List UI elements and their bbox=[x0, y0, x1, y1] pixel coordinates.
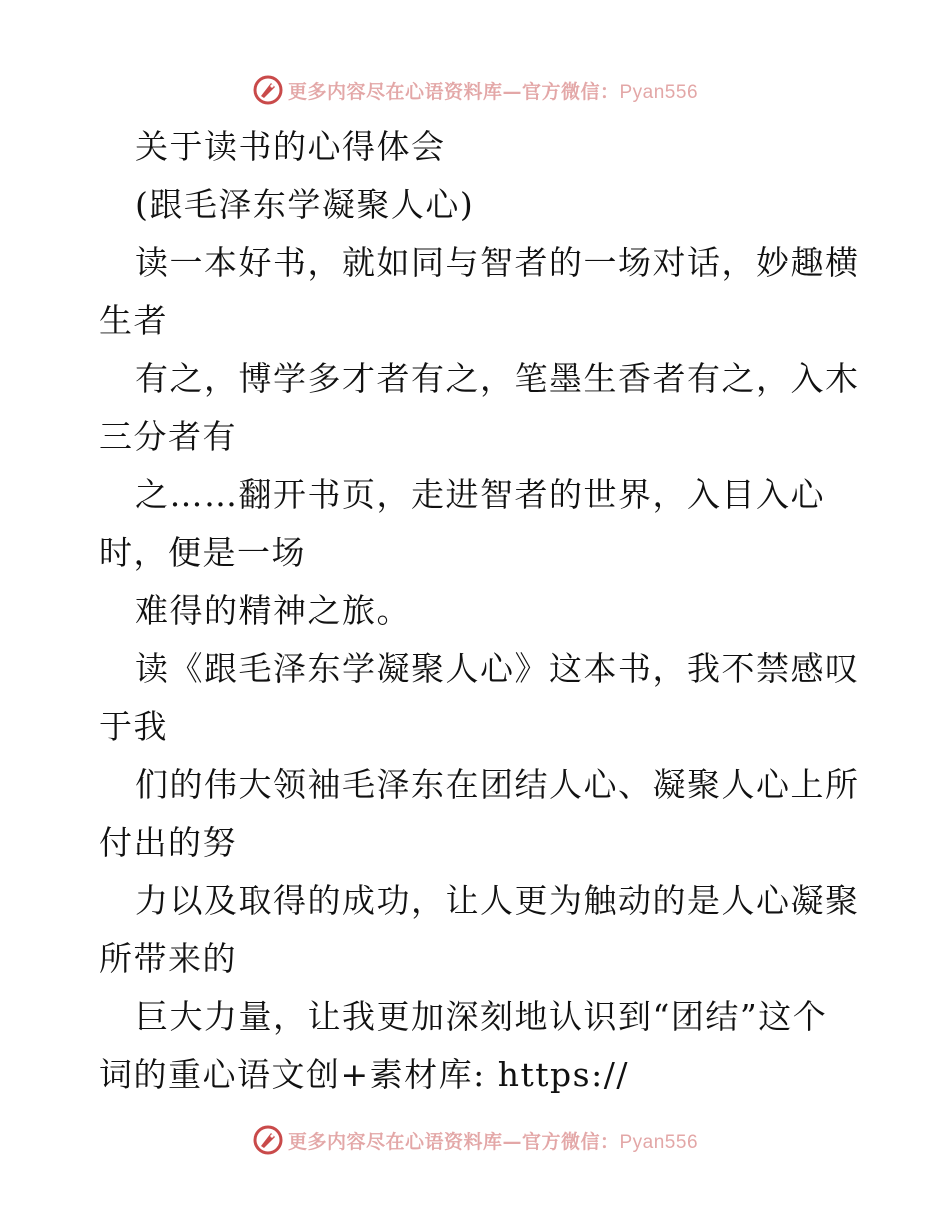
header-banner-text bbox=[288, 77, 698, 104]
document-body bbox=[99, 118, 859, 1104]
paragraph-line: 读一本好书，就如同与智者的一场对话，妙趣横 bbox=[135, 243, 860, 282]
paragraph-line: 付出的努 bbox=[99, 823, 237, 862]
paragraph-line: 难得的精神之旅。 bbox=[135, 591, 411, 630]
paragraph-line: 三分者有 bbox=[99, 417, 237, 456]
paragraph-line: 们的伟大领袖毛泽东在团结人心、凝聚人心上所 bbox=[135, 765, 860, 804]
pen-nib-logo-icon bbox=[252, 74, 284, 106]
paragraph-line: 力以及取得的成功，让人更为触动的是人心凝聚 bbox=[135, 881, 860, 920]
footer-banner-text bbox=[288, 1127, 698, 1154]
document-title: 关于读书的心得体会 bbox=[135, 127, 446, 166]
paragraph-line: 于我 bbox=[99, 707, 168, 746]
paragraph-line: 读《跟毛泽东学凝聚人心》这本书，我不禁感叹 bbox=[135, 649, 860, 688]
paragraph-line: 所带来的 bbox=[99, 939, 237, 978]
document-subtitle: (跟毛泽东学凝聚人心) bbox=[135, 185, 475, 224]
paragraph-line: 巨大力量，让我更加深刻地认识到“团结”这个 bbox=[135, 997, 828, 1036]
paragraph-line: 之……翻开书页，走进智者的世界，入目入心 bbox=[135, 475, 825, 514]
paragraph-line: 有之，博学多才者有之，笔墨生香者有之，入木 bbox=[135, 359, 860, 398]
header-banner bbox=[0, 72, 950, 108]
header-banner-text-cn: 更多内容尽在心语资料库—官方微信： bbox=[287, 80, 620, 103]
footer-banner-group bbox=[252, 1124, 698, 1156]
header-banner-text-id: Pyan556 bbox=[619, 81, 699, 103]
paragraph-line: 生者 bbox=[99, 301, 168, 340]
header-banner-group bbox=[252, 74, 698, 106]
paragraph-line: 时，便是一场 bbox=[99, 533, 306, 572]
footer-banner bbox=[0, 1122, 950, 1158]
footer-banner-text-id: Pyan556 bbox=[619, 1131, 699, 1153]
footer-banner-text-cn: 更多内容尽在心语资料库—官方微信： bbox=[287, 1130, 620, 1153]
paragraph-line: 词的重心语文创+素材库: https:// bbox=[99, 1055, 629, 1094]
pen-nib-logo-icon bbox=[252, 1124, 284, 1156]
